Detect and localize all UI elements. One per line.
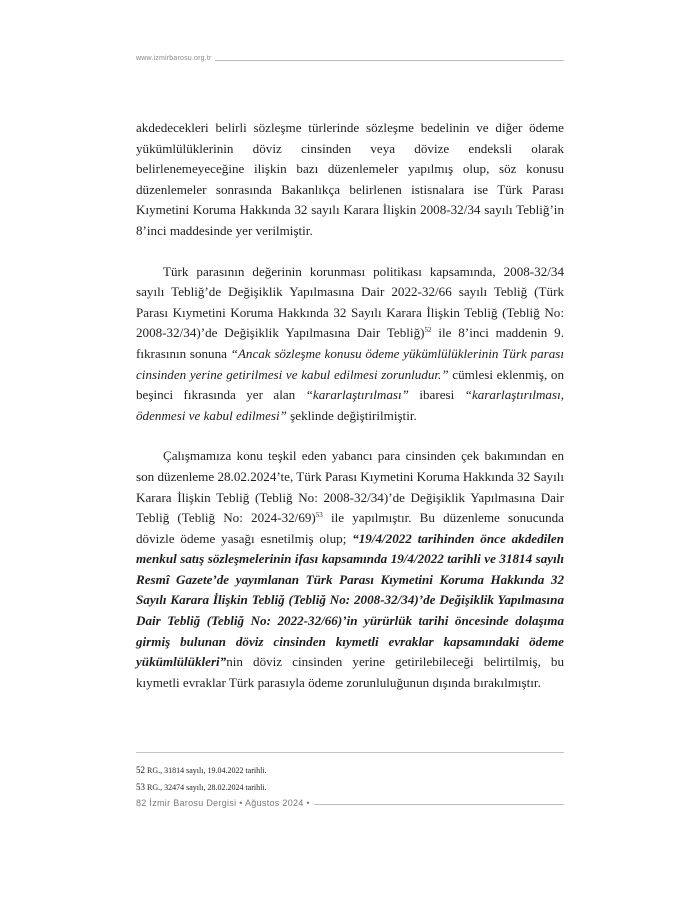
footnote-item [136, 764, 564, 777]
footnote-number: 52 [136, 765, 145, 775]
footer-text: 82 İzmir Barosu Dergisi • Ağustos 2024 • [136, 798, 314, 808]
page-footer [136, 798, 564, 812]
body-text [136, 118, 564, 693]
paragraph-2-quote-1: “Ancak sözleşme konusu ödeme yükümlülüklerinin Türk parası cinsinden yerine getirilmesi ve kabul edilmesi zorunludur.” [136, 345, 564, 382]
footnote-ref-52[interactable]: 52 [424, 326, 432, 335]
header-url[interactable]: www.izmirbarosu.org.tr [136, 55, 215, 62]
paragraph-2-text-d: ibaresi [408, 387, 465, 403]
paragraph-2-text-a: Türk parasının değerinin korunması politikası kapsamında, 2008-32/34 sayılı Tebliğ’de Değişiklik Yapılmasına Dair 2022-32/66 sayılı Tebliğ (Türk Parası Kıymetini Koruma Hakkında 32 Sayılı Karara İlişkin Tebliğ (Tebliğ No: 2008-32/34)’de Değişiklik Yapılmasına Dair Tebliğ) [136, 263, 564, 341]
paragraph-3-text-c: nin döviz cinsinden yerine getirilebileceği belirtilmiş, bu kıymetli evraklar Türk parasıyla ödeme zorunluluğunun dışında bırakılmıştır. [136, 654, 564, 690]
footnotes [136, 764, 564, 798]
footnote-text: RG., 31814 sayılı, 19.04.2022 tarihli. [147, 766, 267, 775]
paragraph-1: akdedecekleri belirli sözleşme türlerinde sözleşme bedelinin ve diğer ödeme yükümlülüklerinin döviz cinsinden veya dövize endeksli olarak belirlenemeyeceğine ilişkin bazı düzenlemeler yapılmış olup, söz konusu düzenlemeler sonrasında Bakanlıkça belirlenen istisnalara ise Türk Parası Kıymetini Koruma Hakkında 32 sayılı Karara İlişkin 2008-32/34 sayılı Tebliğ’in 8’inci maddesinde yer verilmiştir. [136, 120, 564, 238]
footnote-divider [136, 752, 564, 753]
paragraph-2-quote-2: “kararlaştırılması” [305, 387, 409, 403]
footnote-item [136, 781, 564, 794]
paragraph-3-text-a: Çalışmamıza konu teşkil eden yabancı para cinsinden çek bakımından en son düzenleme 28.02.2024’te, Türk Parası Kıymetini Koruma Hakkında 32 Sayılı Karara İlişkin Tebliğ (Tebliğ No: 2008-32/34)’de Değişiklik Yapılmasına Dair Tebliğ (Tebliğ No: 2024-32/69) [136, 448, 564, 526]
paragraph-2-text-e: şeklinde değiştirilmiştir. [286, 407, 417, 423]
paragraph-2-text-b: ile 8’inci maddenin 9. fıkrasının sonuna [136, 325, 564, 361]
paragraph-2-quote-3: “kararlaştırılması, ödenmesi ve kabul edilmesi” [136, 387, 564, 423]
paragraph-3-bold-quote: “19/4/2022 tarihinden önce akdedilen menkul satış sözleşmelerinin ifası kapsamında 19/4/2022 tarihli ve 31814 sayılı Resmî Gazete’de yayımlanan Türk Parası Kıymetini Koruma Hakkında 32 Sayılı Karara İlişkin Tebliğ (Tebliğ No: 2008-32/34)’de Değişiklik Yapılmasına Dair Tebliğ (Tebliğ No: 2022-32/66)’in yürürlük tarihi öncesinde dolaşıma girmiş bulunan döviz cinsinden kıymetli evraklar kapsamındaki ödeme yükümlülükleri” [136, 530, 564, 670]
page-header [136, 55, 564, 67]
paragraph-2-text-c: cümlesi eklenmiş, on beşinci fıkrasında yer alan [136, 366, 564, 403]
paragraph-2 [136, 262, 564, 427]
footnote-number: 53 [136, 782, 145, 792]
footnote-text: RG., 32474 sayılı, 28.02.2024 tarihli. [147, 783, 267, 792]
footnote-ref-53[interactable]: 53 [315, 511, 323, 520]
paragraph-3-text-b: ile yapılmıştır. Bu düzenleme sonucunda dövizle ödeme yasağı esnetilmiş olup; [136, 510, 564, 546]
paragraph-3 [136, 446, 564, 693]
